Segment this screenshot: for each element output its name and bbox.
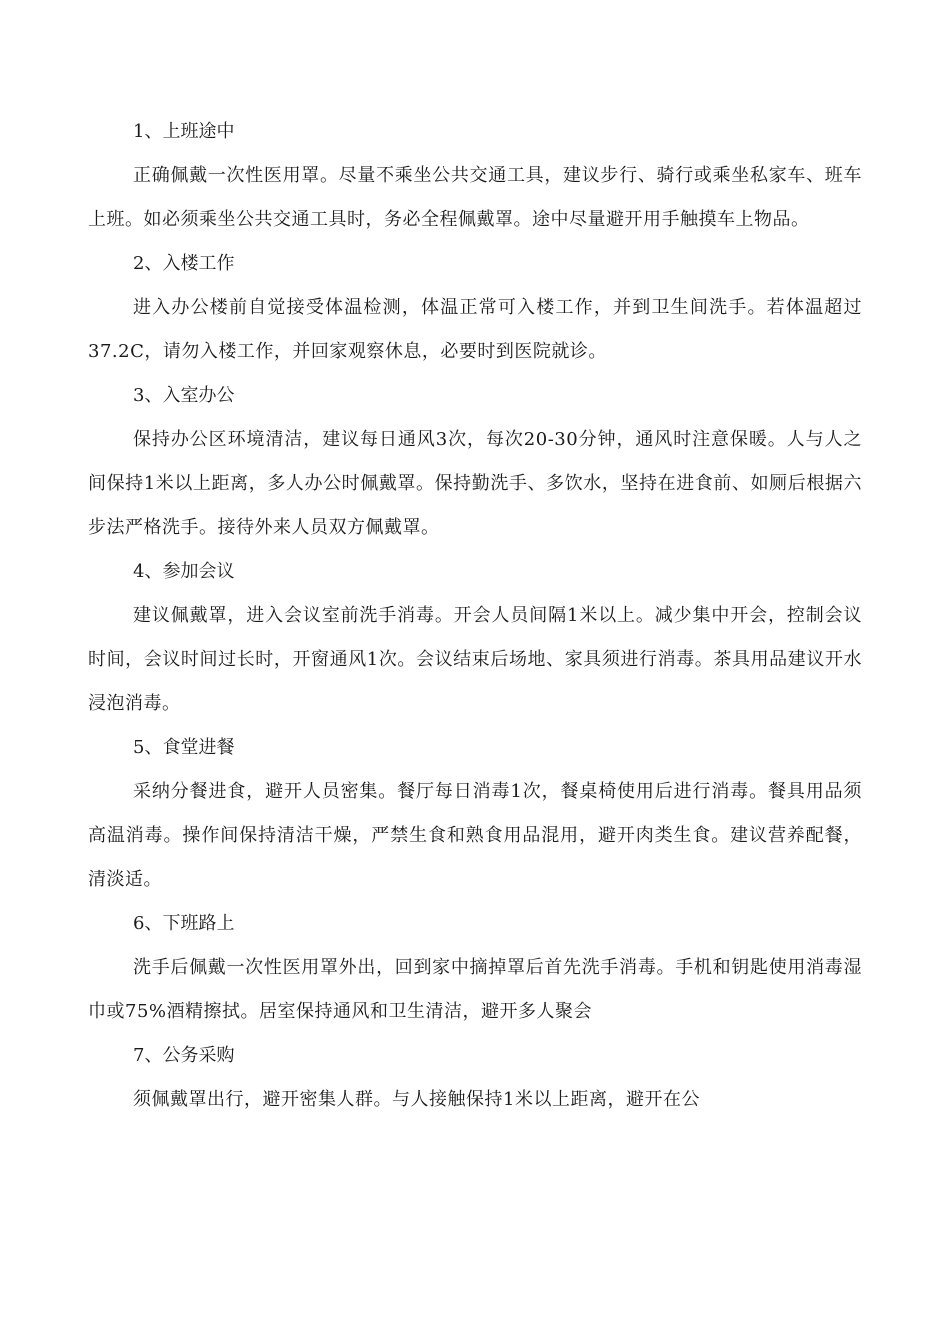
section-commute-home	[88, 902, 862, 1034]
section-paragraph: 洗手后佩戴一次性医用罩外出，回到家中摘掉罩后首先洗手消毒。手机和钥匙使用消毒湿巾或75%酒精擦拭。居室保持通风和卫生清洁，避开多人聚会	[88, 957, 862, 1022]
section-enter-building	[88, 242, 862, 374]
section-paragraph: 采纳分餐进食，避开人员密集。餐厅每日消毒1次，餐桌椅使用后进行消毒。餐具用品须高温消毒。操作间保持清洁干燥，严禁生食和熟食用品混用，避开肉类生食。建议营养配餐，清淡适。	[88, 781, 862, 890]
section-paragraph: 保持办公区环境清洁，建议每日通风3次，每次20-30分钟，通风时注意保暖。人与人之间保持1米以上距离，多人办公时佩戴罩。保持勤洗手、多饮水，坚持在进食前、如厕后根据六步法严格洗手。接待外来人员双方佩戴罩。	[88, 429, 862, 538]
section-heading: 3、入室办公	[133, 385, 235, 406]
section-heading: 4、参加会议	[133, 561, 235, 582]
section-commute	[88, 110, 862, 242]
section-paragraph: 须佩戴罩出行，避开密集人群。与人接触保持1米以上距离，避开在公	[133, 1089, 700, 1110]
section-heading: 6、下班路上	[133, 913, 235, 934]
section-heading: 2、入楼工作	[133, 253, 235, 274]
section-heading: 1、上班途中	[133, 121, 235, 142]
section-canteen	[88, 726, 862, 902]
section-meetings	[88, 550, 862, 726]
document-body	[88, 110, 862, 1122]
section-office-work	[88, 374, 862, 550]
section-purchasing	[88, 1034, 862, 1122]
section-paragraph: 建议佩戴罩，进入会议室前洗手消毒。开会人员间隔1米以上。减少集中开会，控制会议时间，会议时间过长时，开窗通风1次。会议结束后场地、家具须进行消毒。茶具用品建议开水浸泡消毒。	[88, 605, 862, 714]
section-heading: 5、食堂进餐	[133, 737, 235, 758]
section-heading: 7、公务采购	[133, 1045, 235, 1066]
section-paragraph: 进入办公楼前自觉接受体温检测，体温正常可入楼工作，并到卫生间洗手。若体温超过37.2C，请勿入楼工作，并回家观察休息，必要时到医院就诊。	[88, 297, 862, 362]
section-paragraph: 正确佩戴一次性医用罩。尽量不乘坐公共交通工具，建议步行、骑行或乘坐私家车、班车上班。如必须乘坐公共交通工具时，务必全程佩戴罩。途中尽量避开用手触摸车上物品。	[88, 165, 862, 230]
